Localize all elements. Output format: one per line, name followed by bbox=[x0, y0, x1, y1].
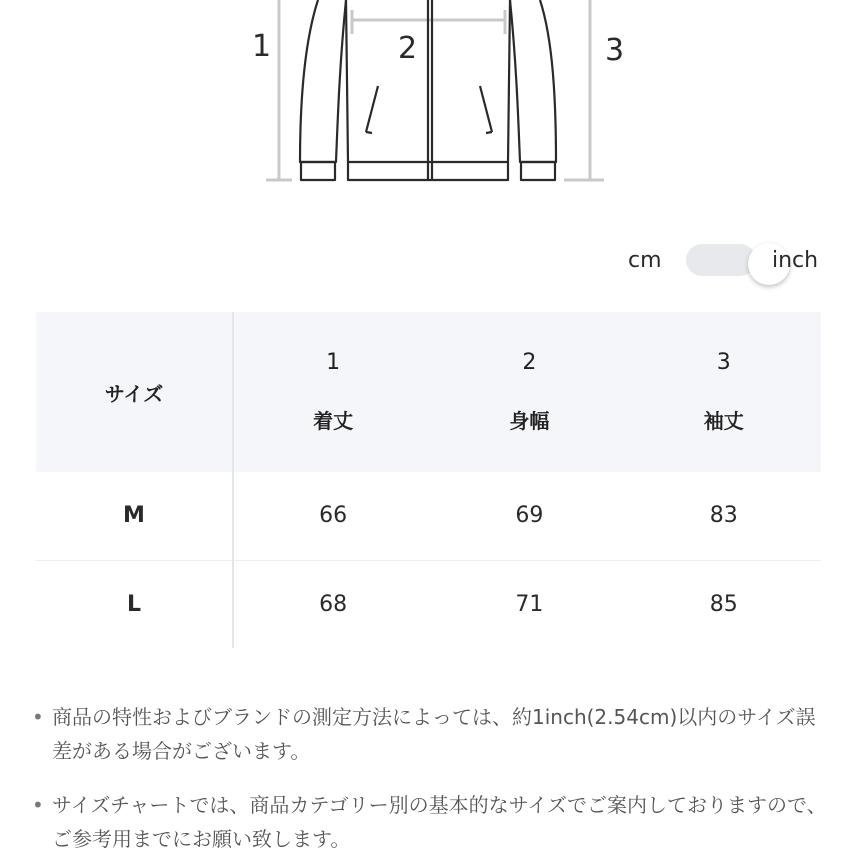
size-column-header: サイズ bbox=[36, 312, 233, 472]
size-cell: L bbox=[36, 560, 233, 648]
size-table bbox=[36, 312, 821, 648]
column-header-length bbox=[233, 312, 432, 472]
size-notes bbox=[30, 700, 830, 857]
jacket-illustration bbox=[0, 0, 857, 200]
column-number: 2 bbox=[522, 350, 537, 375]
unit-toggle bbox=[620, 240, 830, 284]
table-row bbox=[36, 472, 821, 560]
column-name: 身幅 bbox=[509, 409, 550, 433]
value-cell: 71 bbox=[432, 560, 626, 648]
value-cell: 69 bbox=[515, 503, 544, 529]
column-header-sleeve bbox=[627, 312, 821, 472]
unit-label-inch[interactable]: inch bbox=[772, 248, 819, 273]
column-number: 1 bbox=[326, 350, 341, 375]
dimension-label-3: 3 bbox=[605, 33, 625, 68]
value-cell: 83 bbox=[709, 503, 738, 529]
dimension-label-2: 2 bbox=[398, 31, 418, 66]
note-item: • 商品の特性およびブランドの測定方法によっては、約1inch(2.54cm)以内のサイズ誤差がある場合がございます。 bbox=[30, 700, 830, 768]
value-cell: 68 bbox=[233, 560, 432, 648]
unit-switch[interactable] bbox=[686, 244, 756, 276]
value-cell: 66 bbox=[319, 503, 348, 529]
unit-label-cm[interactable]: cm bbox=[628, 248, 662, 273]
jacket-measurement-diagram bbox=[0, 0, 857, 200]
column-number: 3 bbox=[716, 350, 731, 375]
table-header-row bbox=[36, 312, 821, 472]
column-name: 袖丈 bbox=[703, 409, 744, 433]
value-cell: 85 bbox=[627, 560, 821, 648]
column-header-width bbox=[432, 312, 626, 472]
table-row bbox=[36, 560, 821, 648]
note-item: • サイズチャートでは、商品カテゴリー別の基本的なサイズでご案内しておりますので、ご参考用までにお願い致します。 bbox=[30, 788, 830, 856]
column-name: 着丈 bbox=[313, 409, 354, 433]
size-cell: M bbox=[36, 472, 233, 560]
dimension-label-1: 1 bbox=[252, 29, 272, 64]
